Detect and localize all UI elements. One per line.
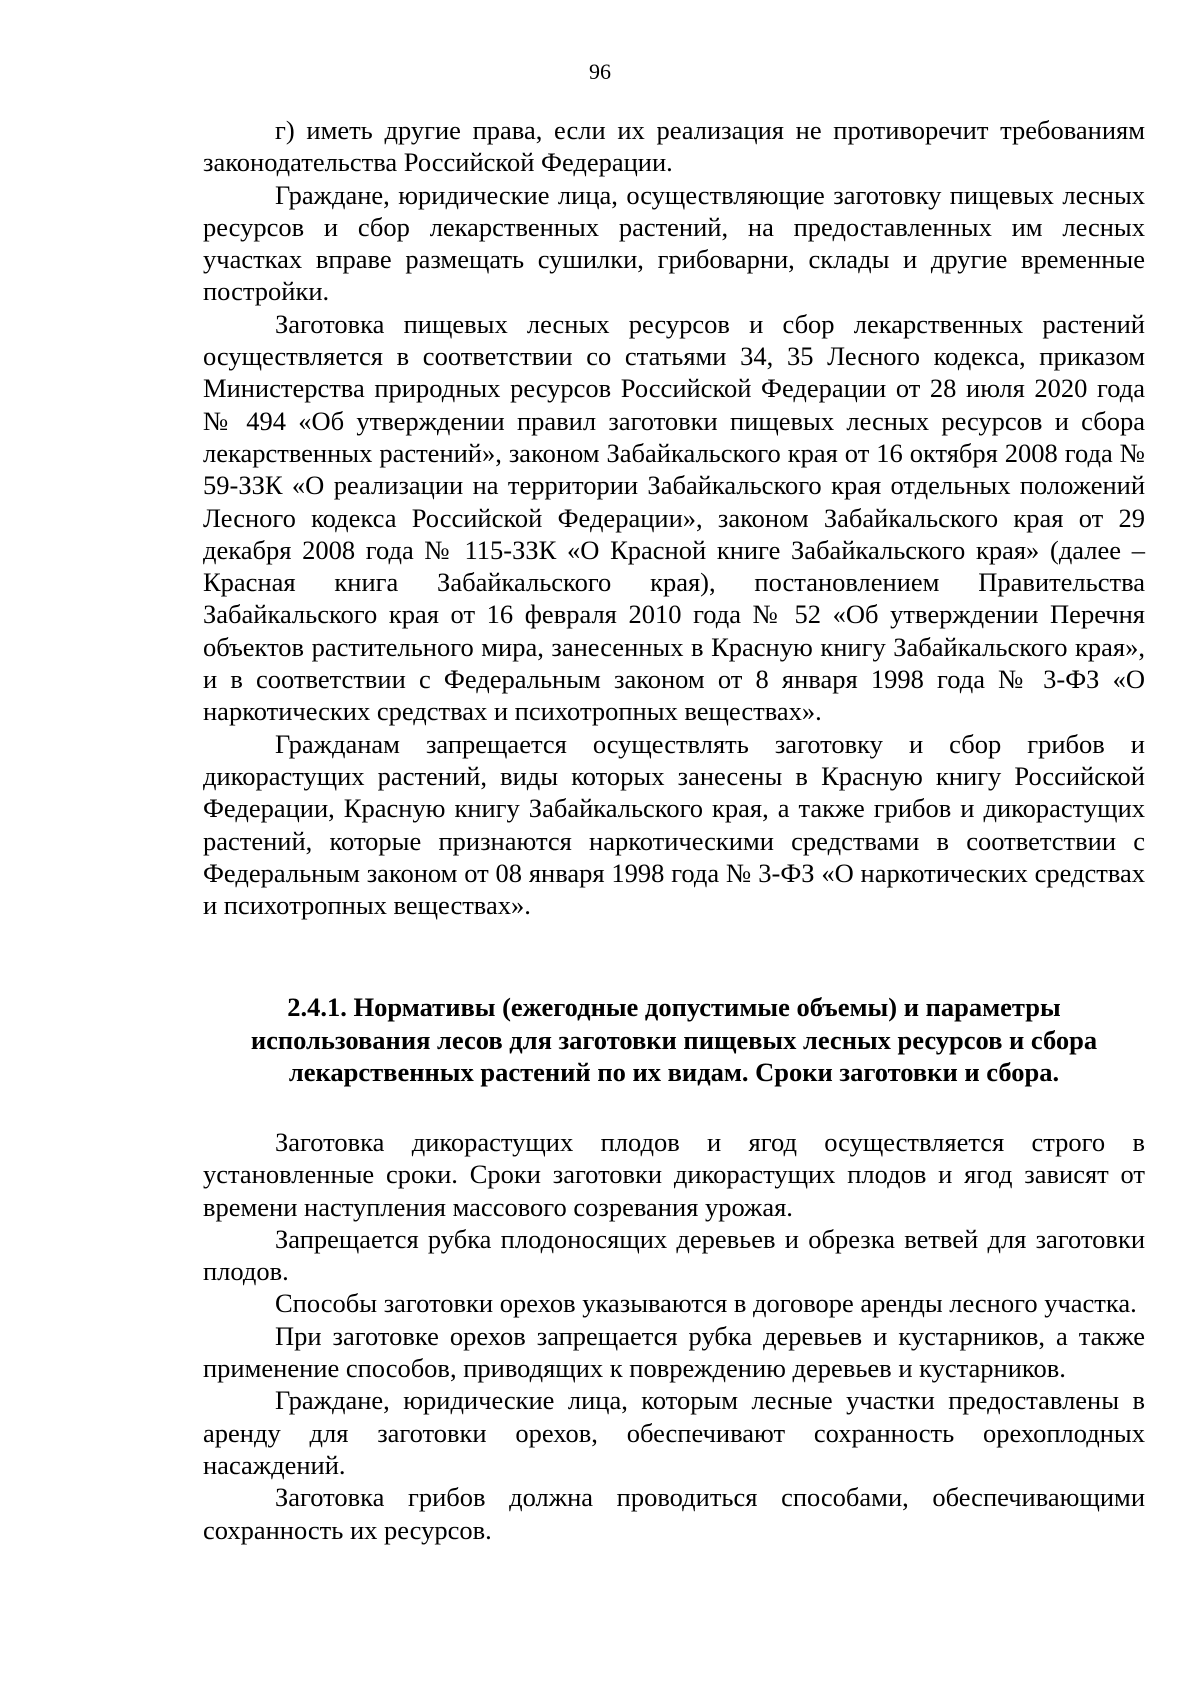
paragraph-prohibition: Гражданам запрещается осуществлять заготовку и сбор грибов и дикорастущих растений, виды которых занесены в Красную книгу Российской Федерации, Красную книгу Забайкальского края, а также грибов и дикорастущих растений, которые признаются наркотическими средствами в соответствии с Федеральным законом от 08 января 1998 года № 3-ФЗ «О наркотических средствах и психотропных веществах». (203, 728, 1145, 921)
section-heading-line-2: использования лесов для заготовки пищевых лесных ресурсов и сбора (250, 1024, 1098, 1055)
top-text-block (203, 114, 1145, 921)
section-heading-line-1: 2.4.1. Нормативы (ежегодные допустимые объемы) и параметры (287, 992, 1061, 1022)
paragraph-mushrooms: Заготовка грибов должна проводиться способами, обеспечивающими сохранность их ресурсов. (203, 1482, 1145, 1545)
paragraph-temporary-buildings: Граждане, юридические лица, осуществляющие заготовку пищевых лесных ресурсов и сбор лекарственных растений, на предоставленных им лесных участках вправе размещать сушилки, грибоварни, склады и другие временные постройки. (203, 179, 1145, 307)
paragraph-nut-methods: Способы заготовки орехов указываются в договоре аренды лесного участка. (275, 1288, 1137, 1319)
paragraph-nut-stands: Граждане, юридические лица, которым лесные участки предоставлены в аренду для заготовки орехов, обеспечивают сохранность орехоплодных насаждений. (203, 1385, 1145, 1480)
page-number: 96 (589, 59, 611, 84)
section-heading (203, 991, 1145, 1089)
paragraph-other-rights: г) иметь другие права, если их реализация не противоречит требованиям законодательства Российской Федерации. (203, 115, 1145, 178)
bottom-text-block (203, 1126, 1145, 1546)
section-heading-line-3: лекарственных растений по их видам. Сроки заготовки и сбора. (288, 1057, 1060, 1087)
paragraph-nut-harvest-ban: При заготовке орехов запрещается рубка деревьев и кустарников, а также применение способов, приводящих к повреждению деревьев и кустарников. (203, 1320, 1145, 1384)
paragraph-berry-terms: Заготовка дикорастущих плодов и ягод осуществляется строго в установленные сроки. Сроки заготовки дикорастущих плодов и ягод зависят от времени наступления массового созревания урожая. (203, 1127, 1145, 1222)
paragraph-legal-basis: Заготовка пищевых лесных ресурсов и сбор лекарственных растений осуществляется в соответствии со статьями 34, 35 Лесного кодекса, приказом Министерства природных ресурсов Российской Федерации от 28 июля 2020 года № 494 «Об утверждении правил заготовки пищевых лесных ресурсов и сбора лекарственных растений», законом Забайкальского края от 16 октября 2008 года № 59-ЗЗК «О реализации на территории Забайкальского края отдельных положений Лесного кодекса Российской Федерации», законом Забайкальского края от 29 декабря 2008 года № 115-ЗЗК «О Красной книге Забайкальского края» (далее – Красная книга Забайкальского края), постановлением Правительства Забайкальского края от 16 февраля 2010 года № 52 «Об утверждении Перечня объектов растительного мира, занесенных в Красную книгу Забайкальского края», и в соответствии с Федеральным законом от 8 января 1998 года № 3-ФЗ «О наркотических средствах и психотропных веществах». (203, 308, 1145, 727)
paragraph-fruit-tree-ban: Запрещается рубка плодоносящих деревьев и обрезка ветвей для заготовки плодов. (203, 1223, 1145, 1287)
